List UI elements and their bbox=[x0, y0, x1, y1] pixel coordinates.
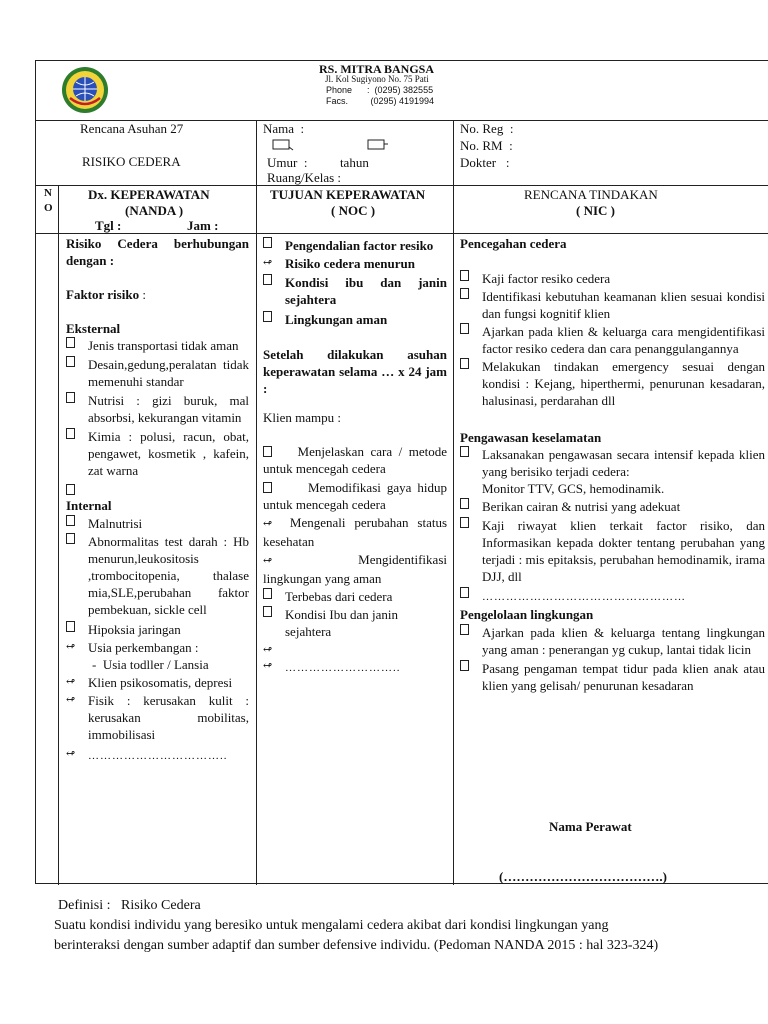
list-item[interactable] bbox=[66, 746, 249, 765]
nama-field[interactable]: Nama : bbox=[263, 121, 305, 136]
goal-item[interactable] bbox=[263, 274, 447, 308]
list-item-text: Desain,gedung,peralatan tidak memenuhi standar bbox=[88, 357, 249, 389]
male-symbol-icon bbox=[272, 138, 294, 156]
action-text: Kaji factor resiko cedera bbox=[482, 271, 611, 286]
list-item[interactable] bbox=[66, 621, 249, 638]
action-item[interactable] bbox=[460, 288, 765, 322]
lingkungan-heading: Pengelolaan lingkungan bbox=[460, 607, 594, 622]
action-text: Melakukan tindakan emergency sesuai dengan kondisi : Kejang, hiperthermi, penurunan kesadaran, halusinasi, perdarahan dll bbox=[482, 359, 765, 408]
checkbox-icon[interactable] bbox=[460, 270, 469, 281]
nic-column bbox=[460, 235, 765, 694]
action-item[interactable] bbox=[460, 323, 765, 357]
list-item[interactable] bbox=[66, 337, 249, 354]
checkbox-icon[interactable] bbox=[460, 498, 469, 509]
hospital-name: RS. MITRA BANGSA bbox=[319, 62, 435, 76]
checkbox-icon[interactable] bbox=[66, 392, 75, 403]
hospital-fax: Facs. (0295) 4191994 bbox=[326, 96, 435, 106]
intro-text: Risiko Cedera berhubungan dengan : bbox=[66, 236, 249, 268]
noc-header-2: ( NOC ) bbox=[331, 203, 376, 218]
divider bbox=[58, 185, 59, 885]
usia-subitem: - Usia todller / Lansia bbox=[92, 657, 209, 672]
checkbox-icon[interactable] bbox=[66, 428, 75, 439]
no-reg-field[interactable]: No. Reg : bbox=[460, 121, 514, 136]
goal-text: Kondisi ibu dan janin sejahtera bbox=[285, 275, 447, 307]
checkbox-icon[interactable] bbox=[263, 606, 272, 617]
definition-line-1: Suatu kondisi individu yang beresiko untuk mengalami cedera akibat dari kondisi lingkungan yang bbox=[54, 918, 609, 933]
pengawasan-heading: Pengawasan keselamatan bbox=[460, 430, 602, 445]
outcome-text: Mengidentifikasi lingkungan yang aman bbox=[263, 552, 447, 586]
action-text: Kaji riwayat klien terkait factor risiko, dan Informasikan kepada dokter tentang perubahan yang terjadi : mis epitaksis, perubahan hemodinamik, irama DJJ, dll bbox=[482, 518, 765, 584]
nic-header-2: ( NIC ) bbox=[576, 203, 615, 218]
no-header: N bbox=[44, 187, 52, 199]
list-item-text: Klien psikosomatis, depresi bbox=[88, 675, 233, 690]
definition-line-2: berinteraksi dengan sumber adaptif dan sumber defensive individu. (Pedoman NANDA 2015 : hal 323-324) bbox=[54, 938, 659, 953]
checkmark-icon: ↫ bbox=[66, 694, 76, 706]
list-item-text: Jenis transportasi tidak aman bbox=[88, 338, 239, 353]
no-header-2: O bbox=[44, 202, 53, 214]
hospital-logo bbox=[60, 65, 110, 115]
plan-title: Rencana Asuhan 27 bbox=[80, 121, 184, 136]
signature-line[interactable]: (……………………………….) bbox=[499, 869, 667, 884]
outcome-item[interactable] bbox=[263, 658, 447, 677]
usia-subitem-text: Usia todller / Lansia bbox=[102, 657, 209, 672]
goal-text: Lingkungan aman bbox=[285, 312, 388, 327]
divider bbox=[36, 233, 768, 234]
list-item[interactable] bbox=[66, 674, 249, 691]
list-item[interactable] bbox=[66, 515, 249, 532]
checkbox-icon[interactable] bbox=[460, 446, 469, 457]
action-text: Ajarkan pada klien & keluarga cara mengidentifikasi factor resiko cedera dan cara penanggulangannya bbox=[482, 324, 765, 356]
action-item[interactable] bbox=[460, 587, 765, 606]
checkbox-icon[interactable] bbox=[66, 484, 75, 495]
outcome-text: Terbebas dari cedera bbox=[285, 589, 393, 604]
checkbox-icon[interactable] bbox=[460, 358, 469, 369]
dx-header: Dx. KEPERAWATAN bbox=[88, 187, 210, 202]
list-item-text: Abnormalitas test darah : Hb menurun,leukositosis ,trombocitopenia, thalase mia,SLE,perubahan faktor pembekuan, sickle cell bbox=[88, 534, 249, 617]
hospital-address: Jl. Kol Sugiyono No. 75 Pati bbox=[325, 74, 429, 84]
list-item[interactable] bbox=[66, 356, 249, 390]
internal-heading: Internal bbox=[66, 498, 112, 513]
action-item[interactable] bbox=[460, 624, 765, 658]
noc-column bbox=[263, 237, 447, 677]
jam-label: Jam : bbox=[187, 218, 219, 233]
checkbox-icon[interactable] bbox=[460, 323, 469, 334]
list-item[interactable] bbox=[66, 533, 249, 618]
hospital-phone: Phone : (0295) 382555 bbox=[326, 85, 434, 95]
checkbox-icon[interactable] bbox=[460, 587, 469, 598]
dx-header-2: (NANDA ) bbox=[125, 203, 184, 218]
list-item[interactable] bbox=[66, 428, 249, 479]
checkmark-icon: ↫ bbox=[66, 676, 76, 688]
faktor-colon: : bbox=[139, 287, 146, 302]
nanda-column bbox=[66, 235, 249, 765]
action-text: Berikan cairan & nutrisi yang adekuat bbox=[482, 499, 681, 514]
faktor-label: Faktor risiko bbox=[66, 287, 140, 302]
checkmark-icon: ↫ bbox=[263, 257, 273, 269]
nurse-name-label: Nama Perawat bbox=[549, 819, 632, 834]
action-text: Laksanakan pengawasan secara intensif kepada klien yang berisiko terjadi cedera: bbox=[482, 447, 765, 479]
action-item[interactable] bbox=[460, 498, 765, 515]
outcome-text: Memodifikasi gaya hidup untuk mencegah cedera bbox=[263, 480, 447, 512]
goal-item[interactable] bbox=[263, 255, 447, 272]
checkbox-icon[interactable] bbox=[66, 515, 75, 526]
checkmark-icon: ↫ bbox=[263, 644, 273, 656]
checkbox-icon[interactable] bbox=[263, 482, 272, 493]
outcome-text: Kondisi Ibu dan janin sejahtera bbox=[285, 607, 399, 639]
action-item[interactable] bbox=[460, 358, 765, 409]
checkbox-icon[interactable] bbox=[263, 446, 272, 457]
action-item[interactable] bbox=[460, 446, 765, 480]
noc-header: TUJUAN KEPERAWATAN bbox=[270, 187, 426, 202]
tgl-label: Tgl : bbox=[95, 218, 122, 233]
pencegahan-heading: Pencegahan cedera bbox=[460, 236, 567, 251]
checkbox-icon[interactable] bbox=[460, 660, 469, 671]
outcome-item[interactable] bbox=[263, 479, 447, 513]
goal-text: Risiko cedera menurun bbox=[285, 256, 415, 271]
list-item-text: Hipoksia jaringan bbox=[88, 622, 181, 637]
outcome-item[interactable] bbox=[263, 514, 447, 550]
checkmark-icon: ↫ bbox=[66, 748, 76, 760]
list-item[interactable] bbox=[66, 692, 249, 743]
divider bbox=[36, 185, 768, 186]
outcome-item[interactable] bbox=[263, 588, 447, 605]
divider bbox=[453, 120, 454, 885]
checkbox-icon[interactable] bbox=[263, 274, 272, 285]
dokter-field[interactable]: Dokter : bbox=[460, 155, 510, 170]
blank-line[interactable]: …………………………………………… bbox=[482, 591, 686, 603]
form-frame bbox=[35, 60, 768, 884]
outcome-text: Menjelaskan cara / metode untuk mencegah cedera bbox=[263, 444, 447, 476]
action-text: Identifikasi kebutuhan keamanan klien sesuai kondisi dan fungsi kognitif klien bbox=[482, 289, 765, 321]
list-item[interactable] bbox=[66, 392, 249, 426]
setelah-text: Setelah dilakukan asuhan keperawatan selama … x 24 jam : bbox=[263, 347, 447, 396]
blank-line[interactable]: …………………………….. bbox=[88, 750, 228, 762]
checkbox-icon[interactable] bbox=[66, 356, 75, 367]
checkbox-icon[interactable] bbox=[263, 237, 272, 248]
action-item[interactable] bbox=[460, 660, 765, 694]
blank-line[interactable]: ……………………….. bbox=[285, 662, 401, 674]
goal-item[interactable] bbox=[263, 237, 447, 254]
definition-title: Definisi : Risiko Cedera bbox=[58, 898, 201, 913]
outcome-item[interactable] bbox=[263, 443, 447, 477]
checkbox-icon[interactable] bbox=[460, 517, 469, 528]
outcome-item[interactable] bbox=[263, 642, 447, 656]
list-item-text: Fisik : kerusakan kulit : kerusakan mobilitas, immobilisasi bbox=[88, 693, 249, 742]
goal-text: Pengendalian factor resiko bbox=[285, 238, 434, 253]
definition-footer bbox=[54, 896, 748, 956]
checkbox-icon[interactable] bbox=[66, 337, 75, 348]
list-item-text: Nutrisi : gizi buruk, mal absorbsi, kekurangan vitamin bbox=[88, 393, 249, 425]
list-item-text: Usia perkembangan : bbox=[88, 640, 199, 655]
outcome-text: Mengenali perubahan status kesehatan bbox=[263, 515, 448, 549]
checkbox-icon[interactable] bbox=[263, 311, 272, 322]
list-item-text: Malnutrisi bbox=[88, 516, 143, 531]
checkmark-icon: ↫ bbox=[263, 518, 273, 530]
checkmark-icon: ↫ bbox=[263, 555, 273, 567]
female-symbol-icon bbox=[367, 138, 389, 156]
checkbox-icon[interactable] bbox=[66, 533, 75, 544]
monitor-text: Monitor TTV, GCS, hemodinamik. bbox=[482, 481, 665, 496]
outcome-item[interactable] bbox=[263, 606, 447, 640]
klien-mampu: Klien mampu : bbox=[263, 410, 341, 425]
no-rm-field[interactable]: No. RM : bbox=[460, 138, 513, 153]
diagnosis-title: RISIKO CEDERA bbox=[82, 154, 181, 169]
outcome-item[interactable] bbox=[263, 551, 447, 587]
list-item-text: Kimia : polusi, racun, obat, pengawet, kosmetik , kafein, zat warna bbox=[88, 429, 249, 478]
nic-header: RENCANA TINDAKAN bbox=[524, 187, 658, 202]
checkbox-icon[interactable] bbox=[263, 588, 272, 599]
goal-item[interactable] bbox=[263, 311, 447, 328]
list-item[interactable] bbox=[66, 639, 249, 656]
checkmark-icon: ↫ bbox=[66, 641, 76, 653]
action-item[interactable] bbox=[460, 270, 765, 287]
umur-field[interactable]: Umur : tahun bbox=[267, 155, 369, 170]
eksternal-heading: Eksternal bbox=[66, 321, 121, 336]
checkbox-icon[interactable] bbox=[460, 288, 469, 299]
checkbox-icon[interactable] bbox=[66, 621, 75, 632]
checkbox-icon[interactable] bbox=[460, 624, 469, 635]
action-text: Pasang pengaman tempat tidur pada klien anak atau klien yang gelisah/ penurunan kesadaran bbox=[482, 661, 765, 693]
ruang-field[interactable]: Ruang/Kelas : bbox=[267, 170, 342, 185]
action-item[interactable] bbox=[460, 517, 765, 585]
action-text: Ajarkan pada klien & keluarga tentang lingkungan yang aman : penerangan yg cukup, lantai tidak licin bbox=[482, 625, 765, 657]
divider bbox=[256, 120, 257, 885]
checkmark-icon: ↫ bbox=[263, 660, 273, 672]
